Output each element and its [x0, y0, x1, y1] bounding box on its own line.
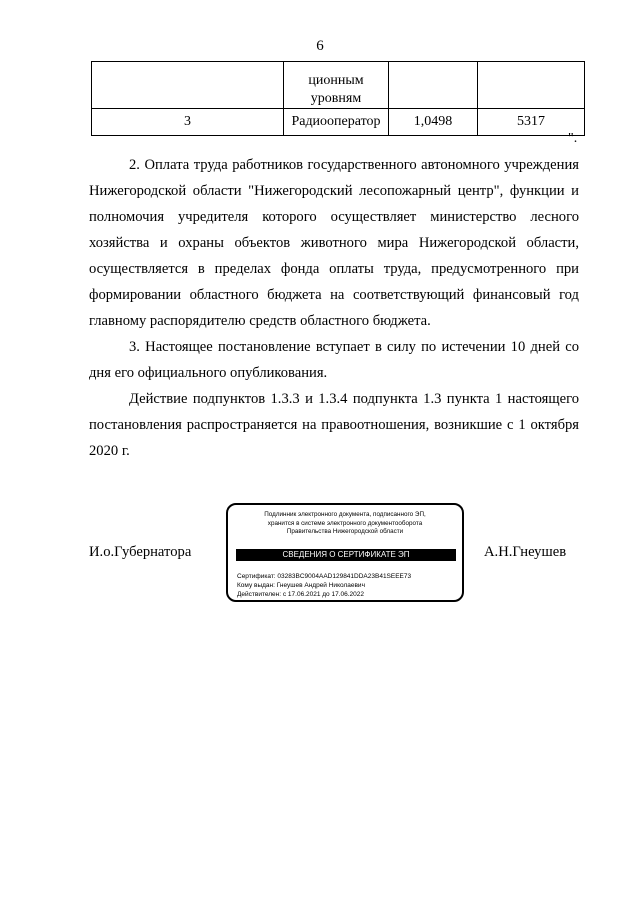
signatory-position: И.о.Губернатора	[89, 544, 192, 560]
stamp-header	[228, 511, 462, 537]
stamp-header-line: Подлинник электронного документа, подписанного ЭП,	[264, 511, 426, 518]
table-cell: 1,0498	[389, 109, 478, 136]
closing-quote: ".	[568, 131, 578, 146]
certificate-number: Сертификат: 03283BC9004AAD129841DDA23B41SEEE73	[237, 573, 412, 580]
table-cell	[478, 62, 585, 109]
electronic-signature-stamp	[226, 503, 464, 602]
stamp-header-line: Правительства Нижегородской области	[286, 528, 404, 535]
paragraph-4: Действие подпунктов 1.3.3 и 1.3.4 подпункта 1.3 пункта 1 настоящего постановления распространяется на правоотношения, возникшие с 1 октября 2020 г.	[89, 391, 579, 459]
salary-table	[91, 61, 585, 136]
table-row	[92, 62, 585, 109]
table-row	[92, 109, 585, 136]
stamp-details	[237, 572, 411, 599]
certificate-owner: Кому выдан: Гнеушев Андрей Николаевич	[237, 582, 365, 589]
page-number: 6	[316, 38, 324, 54]
table-cell: ционным уровням	[284, 62, 389, 109]
table-cell	[92, 62, 284, 109]
table-cell: 5317	[478, 109, 585, 136]
table-cell	[389, 62, 478, 109]
stamp-title: СВЕДЕНИЯ О СЕРТИФИКАТЕ ЭП	[236, 549, 456, 561]
table-cell: Радиооператор	[284, 109, 389, 136]
certificate-validity: Действителен: с 17.06.2021 до 17.06.2022	[237, 591, 365, 598]
stamp-header-line: хранится в системе электронного документооборота	[267, 519, 423, 527]
table-cell: 3	[92, 109, 284, 136]
signatory-name: А.Н.Гнеушев	[484, 544, 567, 560]
paragraph-2: 2. Оплата труда работников государственного автономного учреждения Нижегородской области "Нижегородский лесопожарный центр", функции и полномочия учредителя которого осуществляет министерство лесного хозяйства и охраны объектов животного мира Нижегородской области, осуществляется в пределах фонда оплаты труда, предусмотренного при формировании областного бюджета на соответствующий финансовый год главному распорядителю средств областного бюджета.	[89, 157, 579, 329]
document-body	[89, 152, 579, 464]
paragraph-3: 3. Настоящее постановление вступает в силу по истечении 10 дней со дня его официального опубликования.	[89, 339, 579, 381]
